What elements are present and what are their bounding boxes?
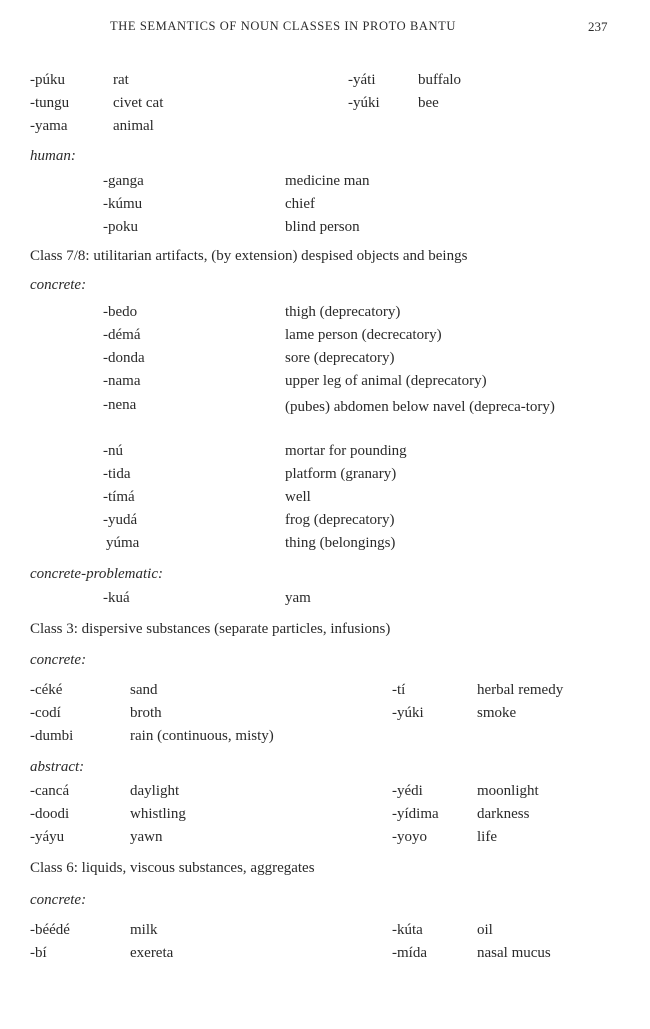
stem: -tida xyxy=(103,466,131,482)
stem: -doodi xyxy=(30,806,70,822)
gloss: animal xyxy=(113,118,154,134)
stem: -tímá xyxy=(103,489,135,505)
stem: -tungu xyxy=(30,95,70,111)
stem: -tí xyxy=(392,682,406,698)
gloss: platform (granary) xyxy=(285,466,397,482)
stem: -bí xyxy=(30,945,47,961)
gloss: sore (deprecatory) xyxy=(285,350,395,366)
stem: -dumbi xyxy=(30,728,74,744)
gloss: bee xyxy=(418,95,439,111)
stem: yúma xyxy=(106,535,140,551)
stem: -nama xyxy=(103,373,141,389)
subsection-label-concrete: concrete: xyxy=(30,652,87,668)
stem: -yédi xyxy=(392,783,423,799)
gloss: oil xyxy=(477,922,493,938)
stem: -kuá xyxy=(103,590,130,606)
stem: -donda xyxy=(103,350,145,366)
stem: -cancá xyxy=(30,783,70,799)
gloss: frog (deprecatory) xyxy=(285,512,395,528)
gloss: blind person xyxy=(285,219,360,235)
gloss: lame person (decrecatory) xyxy=(285,327,442,343)
gloss: rat xyxy=(113,72,129,88)
gloss: civet cat xyxy=(113,95,164,111)
gloss: herbal remedy xyxy=(477,682,564,698)
stem: -bedo xyxy=(103,304,138,320)
gloss: chief xyxy=(285,196,315,212)
gloss: life xyxy=(477,829,497,845)
gloss: moonlight xyxy=(477,783,539,799)
section-heading-class-3: Class 3: dispersive substances (separate particles, infusions) xyxy=(30,621,391,637)
subsection-label-concrete: concrete: xyxy=(30,277,87,293)
stem: -codí xyxy=(30,705,61,721)
stem: -poku xyxy=(103,219,138,235)
subsection-label-concrete: concrete: xyxy=(30,892,87,908)
section-heading-class-6: Class 6: liquids, viscous substances, aggregates xyxy=(30,860,315,876)
gloss: nasal mucus xyxy=(477,945,551,961)
gloss: mortar for pounding xyxy=(285,443,407,459)
stem: -nú xyxy=(103,443,123,459)
stem: -mída xyxy=(392,945,427,961)
stem: -céké xyxy=(30,682,63,698)
gloss: exereta xyxy=(130,945,174,961)
gloss: rain (continuous, misty) xyxy=(130,728,274,744)
gloss: sand xyxy=(130,682,158,698)
gloss: darkness xyxy=(477,806,530,822)
stem: -démá xyxy=(103,327,141,343)
stem: -yúki xyxy=(348,95,380,111)
gloss: buffalo xyxy=(418,72,462,88)
stem: -yama xyxy=(30,118,68,134)
subsection-label-human: human: xyxy=(30,148,76,164)
stem: -yudá xyxy=(103,512,138,528)
stem: -yúki xyxy=(392,705,424,721)
section-heading-class-7-8: Class 7/8: utilitarian artifacts, (by extension) despised objects and beings xyxy=(30,248,468,264)
stem: -yoyo xyxy=(392,829,427,845)
subsection-label-abstract: abstract: xyxy=(30,759,85,775)
stem: -kúta xyxy=(392,922,423,938)
gloss: daylight xyxy=(130,783,180,799)
gloss: whistling xyxy=(130,806,186,822)
stem: -nena xyxy=(103,397,137,413)
gloss-wrapped: (pubes) abdomen below navel (depreca-tory) xyxy=(285,399,555,415)
gloss: well xyxy=(285,489,311,505)
gloss: thing (belongings) xyxy=(285,535,396,551)
stem: -yídima xyxy=(392,806,439,822)
stem: -kúmu xyxy=(103,196,143,212)
stem: -yáyu xyxy=(30,829,65,845)
subsection-label-concrete-problematic: concrete-problematic: xyxy=(30,566,164,582)
stem: -ganga xyxy=(103,173,144,189)
gloss: yam xyxy=(285,590,311,606)
stem: -yáti xyxy=(348,72,376,88)
gloss: thigh (deprecatory) xyxy=(285,304,401,320)
gloss: broth xyxy=(130,705,162,721)
running-header-title: THE SEMANTICS OF NOUN CLASSES IN PROTO BANTU xyxy=(110,19,456,33)
gloss: milk xyxy=(130,922,158,938)
gloss: smoke xyxy=(477,705,517,721)
gloss: yawn xyxy=(130,829,163,845)
gloss: medicine man xyxy=(285,173,370,189)
gloss: upper leg of animal (deprecatory) xyxy=(285,373,487,389)
stem: -béédé xyxy=(30,922,70,938)
stem: -púku xyxy=(30,72,65,88)
page-number: 237 xyxy=(588,19,608,34)
